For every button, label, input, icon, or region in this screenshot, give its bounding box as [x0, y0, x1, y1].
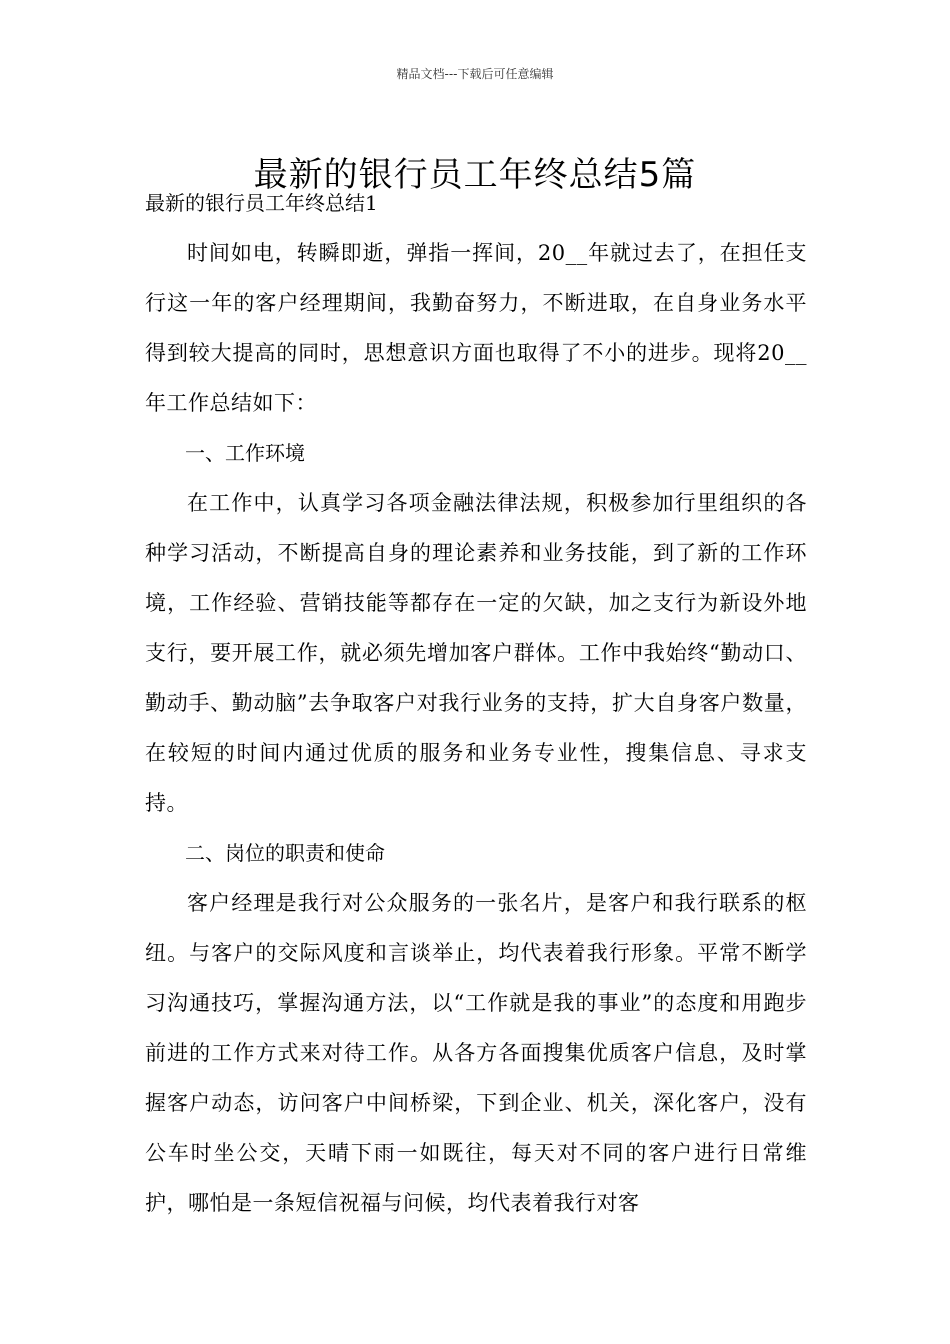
- paragraph-intro: 时间如电，转瞬即逝，弹指一挥间，20__年就过去了，在担任支行这一年的客户经理期间，我勤奋努力，不断进取，在自身业务水平得到较大提高的同时，思想意识方面也取得了不小的进步。现将20__年工作总结如下：: [145, 241, 807, 415]
- paragraph-work-environment: 在工作中，认真学习各项金融法律法规，积极参加行里组织的各种学习活动，不断提高自身的理论素养和业务技能，到了新的工作环境，工作经验、营销技能等都存在一定的欠缺，加之支行为新设外地支行，要开展工作，就必须先增加客户群体。工作中我始终“勤动口、勤动手、勤动脑”去争取客户对我行业务的支持，扩大自身客户数量，在较短的时间内通过优质的服务和业务专业性，搜集信息、寻求支持。: [145, 491, 807, 815]
- heading-work-environment: 一、工作环境: [185, 441, 305, 465]
- document-body: [145, 178, 807, 1228]
- heading-duties: 二、岗位的职责和使命: [185, 841, 385, 865]
- section-label: 最新的银行员工年终总结1: [145, 191, 378, 215]
- page-header-note: 精品文档---下载后可任意编辑: [396, 67, 554, 81]
- paragraph-duties: 客户经理是我行对公众服务的一张名片，是客户和我行联系的枢纽。与客户的交际风度和言谈举止，均代表着我行形象。平常不断学习沟通技巧，掌握沟通方法，以“工作就是我的事业”的态度和用跑步前进的工作方式来对待工作。从各方各面搜集优质客户信息，及时掌握客户动态，访问客户中间桥梁，下到企业、机关，深化客户，没有公车时坐公交，天晴下雨一如既往，每天对不同的客户进行日常维护，哪怕是一条短信祝福与问候，均代表着我行对客: [145, 891, 807, 1215]
- document-title: 最新的银行员工年终总结5篇: [253, 154, 697, 195]
